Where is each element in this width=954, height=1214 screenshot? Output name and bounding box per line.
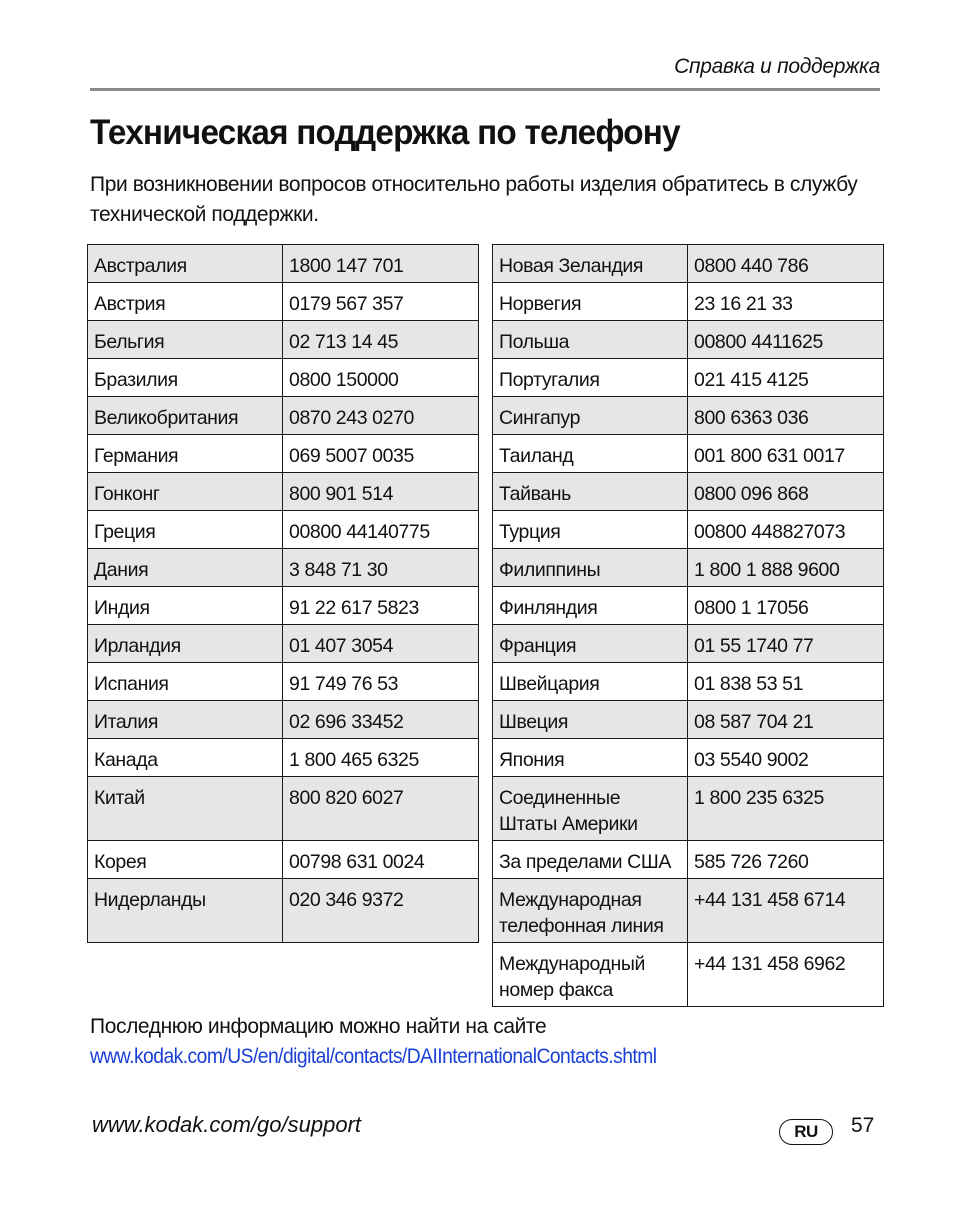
phone-cell: 01 838 53 51: [688, 663, 884, 701]
phone-cell: 91 22 617 5823: [283, 587, 479, 625]
phone-cell: 23 16 21 33: [688, 283, 884, 321]
country-cell: Дания: [88, 549, 283, 587]
country-cell: Нидерланды: [88, 879, 283, 943]
table-row: [493, 587, 884, 625]
phone-cell: 01 55 1740 77: [688, 625, 884, 663]
table-row: [88, 701, 479, 739]
phone-cell: 00798 631 0024: [283, 841, 479, 879]
country-cell: Швейцария: [493, 663, 688, 701]
country-cell: Финляндия: [493, 587, 688, 625]
table-row: [88, 283, 479, 321]
table-row: [493, 321, 884, 359]
country-cell: Германия: [88, 435, 283, 473]
table-row: [88, 435, 479, 473]
phone-cell: 020 346 9372: [283, 879, 479, 943]
table-row: [88, 245, 479, 283]
phone-cell: 0800 096 868: [688, 473, 884, 511]
phone-cell: 3 848 71 30: [283, 549, 479, 587]
table-row: [493, 701, 884, 739]
phone-cell: 021 415 4125: [688, 359, 884, 397]
table-row: [88, 511, 479, 549]
intro-paragraph: При возникновении вопросов относительно работы изделия обратитесь в службу технической поддержки.: [90, 173, 858, 226]
table-row: [88, 359, 479, 397]
country-cell: Новая Зеландия: [493, 245, 688, 283]
table-row: [493, 359, 884, 397]
phone-cell: 00800 44140775: [283, 511, 479, 549]
country-cell: Канада: [88, 739, 283, 777]
table-row: [88, 321, 479, 359]
support-table-left: [87, 244, 479, 943]
table-row: [88, 739, 479, 777]
table-row: [88, 879, 479, 943]
country-cell: Китай: [88, 777, 283, 841]
phone-cell: 0800 150000: [283, 359, 479, 397]
phone-cell: 02 696 33452: [283, 701, 479, 739]
country-cell: За пределами США: [493, 841, 688, 879]
table-row: [493, 549, 884, 587]
table-row: [493, 473, 884, 511]
country-cell: Гонконг: [88, 473, 283, 511]
country-cell: Бразилия: [88, 359, 283, 397]
country-cell: Корея: [88, 841, 283, 879]
phone-cell: +44 131 458 6962: [688, 943, 884, 1007]
phone-cell: 00800 4411625: [688, 321, 884, 359]
country-cell: Филиппины: [493, 549, 688, 587]
country-cell: Индия: [88, 587, 283, 625]
phone-cell: 1 800 1 888 9600: [688, 549, 884, 587]
table-row: [493, 777, 884, 841]
page-number: 57: [851, 1114, 875, 1137]
phone-cell: 91 749 76 53: [283, 663, 479, 701]
table-row: [88, 549, 479, 587]
phone-cell: 0179 567 357: [283, 283, 479, 321]
table-row: [493, 841, 884, 879]
phone-cell: 01 407 3054: [283, 625, 479, 663]
phone-cell: 069 5007 0035: [283, 435, 479, 473]
country-cell: Австралия: [88, 245, 283, 283]
table-row: [493, 283, 884, 321]
country-cell: Норвегия: [493, 283, 688, 321]
country-cell: Польша: [493, 321, 688, 359]
phone-cell: 03 5540 9002: [688, 739, 884, 777]
table-row: [88, 587, 479, 625]
phone-cell: 1800 147 701: [283, 245, 479, 283]
phone-cell: +44 131 458 6714: [688, 879, 884, 943]
country-cell: Ирландия: [88, 625, 283, 663]
table-row: [493, 943, 884, 1007]
country-cell: Япония: [493, 739, 688, 777]
country-cell: Международная телефонная линия: [493, 879, 688, 943]
phone-cell: 800 6363 036: [688, 397, 884, 435]
phone-cell: 0800 440 786: [688, 245, 884, 283]
country-cell: Таиланд: [493, 435, 688, 473]
country-cell: Тайвань: [493, 473, 688, 511]
page-title: Техническая поддержка по телефону: [90, 113, 680, 152]
table-row: [493, 511, 884, 549]
country-cell: Соединенные Штаты Америки: [493, 777, 688, 841]
table-row: [493, 397, 884, 435]
country-cell: Испания: [88, 663, 283, 701]
country-cell: Бельгия: [88, 321, 283, 359]
country-cell: Греция: [88, 511, 283, 549]
phone-cell: 800 820 6027: [283, 777, 479, 841]
country-cell: Франция: [493, 625, 688, 663]
table-row: [493, 245, 884, 283]
header-divider: [90, 88, 880, 91]
country-cell: Швеция: [493, 701, 688, 739]
phone-cell: 001 800 631 0017: [688, 435, 884, 473]
table-row: [493, 739, 884, 777]
country-cell: Италия: [88, 701, 283, 739]
phone-cell: 02 713 14 45: [283, 321, 479, 359]
table-row: [88, 625, 479, 663]
phone-cell: 800 901 514: [283, 473, 479, 511]
phone-cell: 585 726 7260: [688, 841, 884, 879]
language-badge: RU: [779, 1119, 833, 1145]
phone-cell: 00800 448827073: [688, 511, 884, 549]
table-row: [88, 473, 479, 511]
phone-cell: 0870 243 0270: [283, 397, 479, 435]
table-row: [88, 777, 479, 841]
country-cell: Международный номер факса: [493, 943, 688, 1007]
footnote-text: Последнюю информацию можно найти на сайте: [90, 1015, 547, 1038]
support-table-right: [492, 244, 884, 1007]
country-cell: Португалия: [493, 359, 688, 397]
country-cell: Австрия: [88, 283, 283, 321]
section-header: Справка и поддержка: [674, 55, 880, 78]
table-row: [88, 841, 479, 879]
phone-cell: 0800 1 17056: [688, 587, 884, 625]
table-row: [88, 397, 479, 435]
country-cell: Великобритания: [88, 397, 283, 435]
table-row: [88, 663, 479, 701]
table-row: [493, 879, 884, 943]
footer-support-url: www.kodak.com/go/support: [92, 1112, 362, 1137]
table-row: [493, 663, 884, 701]
contacts-link[interactable]: www.kodak.com/US/en/digital/contacts/DAIInternationalContacts.shtml: [90, 1045, 657, 1068]
country-cell: Сингапур: [493, 397, 688, 435]
country-cell: Турция: [493, 511, 688, 549]
table-row: [493, 625, 884, 663]
phone-cell: 08 587 704 21: [688, 701, 884, 739]
phone-cell: 1 800 235 6325: [688, 777, 884, 841]
phone-cell: 1 800 465 6325: [283, 739, 479, 777]
table-row: [493, 435, 884, 473]
